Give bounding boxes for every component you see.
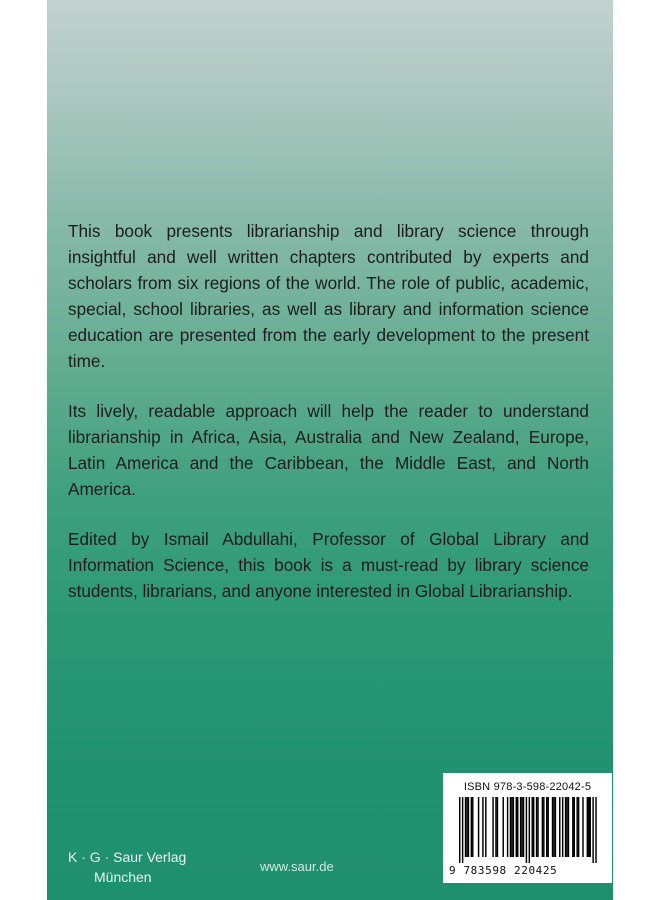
- barcode-bar: [478, 797, 479, 857]
- barcode-bar: [485, 797, 486, 857]
- barcode-bar: [565, 797, 566, 857]
- barcode-bar: [526, 797, 527, 863]
- barcode-bar: [547, 797, 548, 857]
- barcode-bar: [482, 797, 483, 857]
- barcode-bar: [520, 797, 521, 857]
- barcode-bar: [510, 797, 511, 857]
- barcode-bars: [451, 797, 604, 863]
- barcode-bar: [516, 797, 517, 857]
- barcode-bar: [553, 797, 554, 857]
- barcode-bar: [472, 797, 473, 857]
- publisher-website: www.saur.de: [260, 859, 334, 874]
- barcode-bar: [523, 797, 524, 857]
- barcode-bar: [578, 797, 579, 857]
- publisher-imprint: [68, 847, 186, 887]
- barcode-bar: [559, 797, 560, 857]
- barcode-bar: [562, 797, 563, 857]
- barcode-bar: [590, 797, 591, 857]
- barcode-bar: [529, 797, 530, 863]
- barcode-bar: [517, 797, 518, 857]
- barcode-bar: [459, 797, 460, 863]
- barcode-bar: [595, 797, 596, 863]
- publisher-name: K · G · Saur Verlag: [68, 849, 187, 865]
- barcode-bar: [537, 797, 538, 857]
- barcode-bar: [466, 797, 467, 857]
- barcode-bar: [507, 797, 508, 857]
- blurb-paragraph-1: This book presents librarianship and library science through insightful and well written chapters contributed by experts and scholars from six regions of the world. The role of public, academic, special, school libraries, as well as library and information science education are presented from the early development to the present time.: [68, 221, 589, 371]
- barcode-bar: [495, 797, 496, 857]
- barcode-bar: [492, 797, 493, 857]
- barcode-bar: [521, 797, 522, 857]
- isbn-barcode: [443, 773, 612, 883]
- barcode-bar: [552, 797, 553, 857]
- barcode-bar: [503, 797, 504, 857]
- barcode-bar: [543, 797, 544, 857]
- publisher-city: München: [94, 869, 152, 885]
- barcode-bar: [587, 797, 588, 857]
- blurb: [68, 218, 589, 628]
- barcode-bar: [574, 797, 575, 857]
- barcode-bar: [546, 797, 547, 857]
- blurb-paragraph-2: Its lively, readable approach will help the reader to understand librarianship in Africa, Asia, Australia and New Zealand, Europe, Latin America and the Caribbean, the Middle East, and North America.: [68, 401, 589, 499]
- barcode-bar: [588, 797, 589, 857]
- barcode-bar: [532, 797, 533, 857]
- barcode-bar: [462, 797, 463, 863]
- barcode-bar: [572, 797, 573, 857]
- barcode-bar: [542, 797, 543, 857]
- barcode-bar: [592, 797, 593, 863]
- blurb-paragraph-3: Edited by Ismail Abdullahi, Professor of Global Library and Information Science, this book is a must-read by library science students, librarians, and anyone interested in Global Librarianship.: [68, 529, 589, 601]
- barcode-bar: [533, 797, 534, 857]
- barcode-bar: [465, 797, 466, 857]
- barcode-bar: [471, 797, 472, 857]
- barcode-bar: [513, 797, 514, 857]
- barcode-bar: [468, 797, 469, 857]
- barcode-bar: [536, 797, 537, 857]
- barcode-bar: [497, 797, 498, 857]
- ean-digits: 9 783598 220425: [449, 864, 558, 877]
- barcode-bar: [511, 797, 512, 857]
- barcode-bar: [555, 797, 556, 857]
- barcode-bar: [566, 797, 567, 857]
- back-cover: [47, 0, 613, 900]
- barcode-bar: [568, 797, 569, 857]
- barcode-bar: [582, 797, 583, 857]
- isbn-label: ISBN 978-3-598-22042-5: [463, 781, 592, 793]
- barcode-bar: [576, 797, 577, 857]
